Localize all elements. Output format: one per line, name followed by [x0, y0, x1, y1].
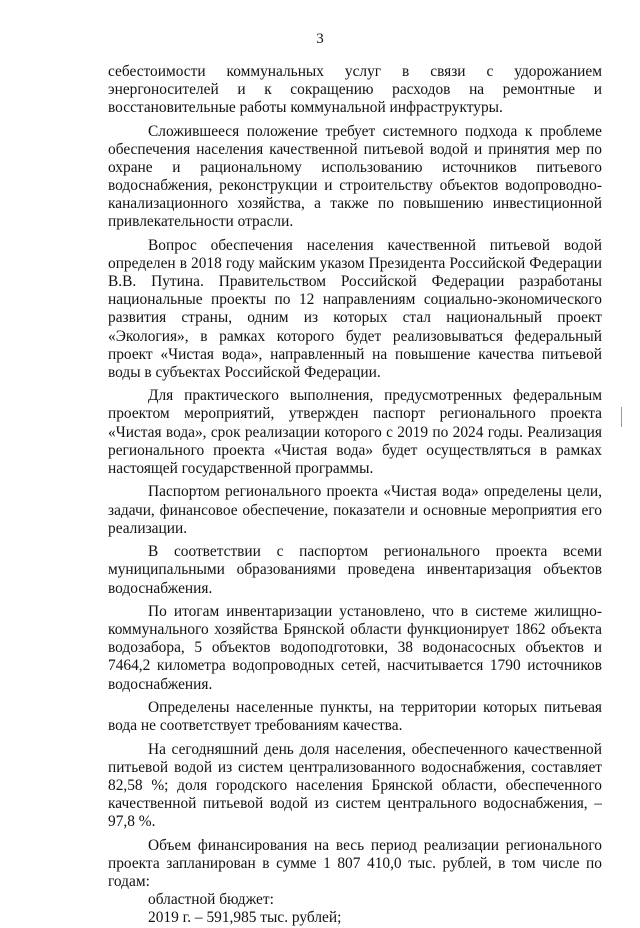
paragraph-financing: Объем финансирования на весь период реализации регионального проекта запланирован в сумме 1 807 410,0 тыс. рублей, в том числе по годам:	[108, 837, 602, 891]
paragraph-may-decree: Вопрос обеспечения населения качественной питьевой водой определен в 2018 году майским указом Президента Российской Федерации В.В. Путина. Правительством Российской Федерации разработаны национальные проекты по 12 направлениям социально-экономического развития страны, одним из которых стал национальный проект «Экология», в рамках которого будет реализовываться федеральный проект «Чистая вода», направленный на повышение качества питьевой воды в субъектах Российской Федерации.	[108, 237, 602, 381]
scan-artifact-mark	[621, 407, 622, 427]
budget-line-2019: 2019 г. – 591,985 тыс. рублей;	[148, 909, 342, 927]
paragraph-settlements: Определены населенные пункты, на территории которых питьевая вода не соответствует требованиям качества.	[108, 699, 602, 735]
paragraph-infrastructure-costs: себестоимости коммунальных услуг в связи с удорожанием энергоносителей и к сокращению расходов на ремонтные и восстановительные работы коммунальной инфраструктуры.	[108, 63, 602, 117]
paragraph-inventory-results: По итогам инвентаризации установлено, что в системе жилищно-коммунального хозяйства Брянской области функционирует 1862 объекта водозабора, 5 объектов водоподготовки, 38 водонасосных объектов и 7464,2 километра водопроводных сетей, насчитывается 1790 источников водоснабжения.	[108, 603, 602, 693]
paragraph-inventory: В соответствии с паспортом регионального проекта всеми муниципальными образованиями проведена инвентаризация объектов водоснабжения.	[108, 543, 602, 597]
document-body	[108, 63, 602, 928]
paragraph-systemic-approach: Сложившееся положение требует системного подхода к проблеме обеспечения населения качественной питьевой водой и принятия мер по охране и рациональному использованию источников питьевого водоснабжения, реконструкции и строительству объектов водопроводно-канализационного хозяйства, а также по повышению инвестиционной привлекательности отрасли.	[108, 122, 602, 231]
page-number: 3	[316, 31, 324, 47]
budget-heading: областной бюджет:	[148, 891, 274, 909]
paragraph-passport-defines: Паспортом регионального проекта «Чистая вода» определены цели, задачи, финансовое обеспечение, показатели и основные мероприятия его реализации.	[108, 483, 602, 537]
paragraph-population-share: На сегодняшний день доля населения, обеспеченного качественной питьевой водой из систем централизованного водоснабжения, составляет 82,58 %; доля городского населения Брянской области, обеспеченного качественной питьевой водой из систем центрального водоснабжения, – 97,8 %.	[108, 741, 602, 831]
paragraph-regional-project-passport: Для практического выполнения, предусмотренных федеральным проектом мероприятий, утвержден паспорт регионального проекта «Чистая вода», срок реализации которого с 2019 по 2024 годы. Реализация регионального проекта «Чистая вода» будет осуществляться в рамках настоящей государственной программы.	[108, 387, 602, 477]
